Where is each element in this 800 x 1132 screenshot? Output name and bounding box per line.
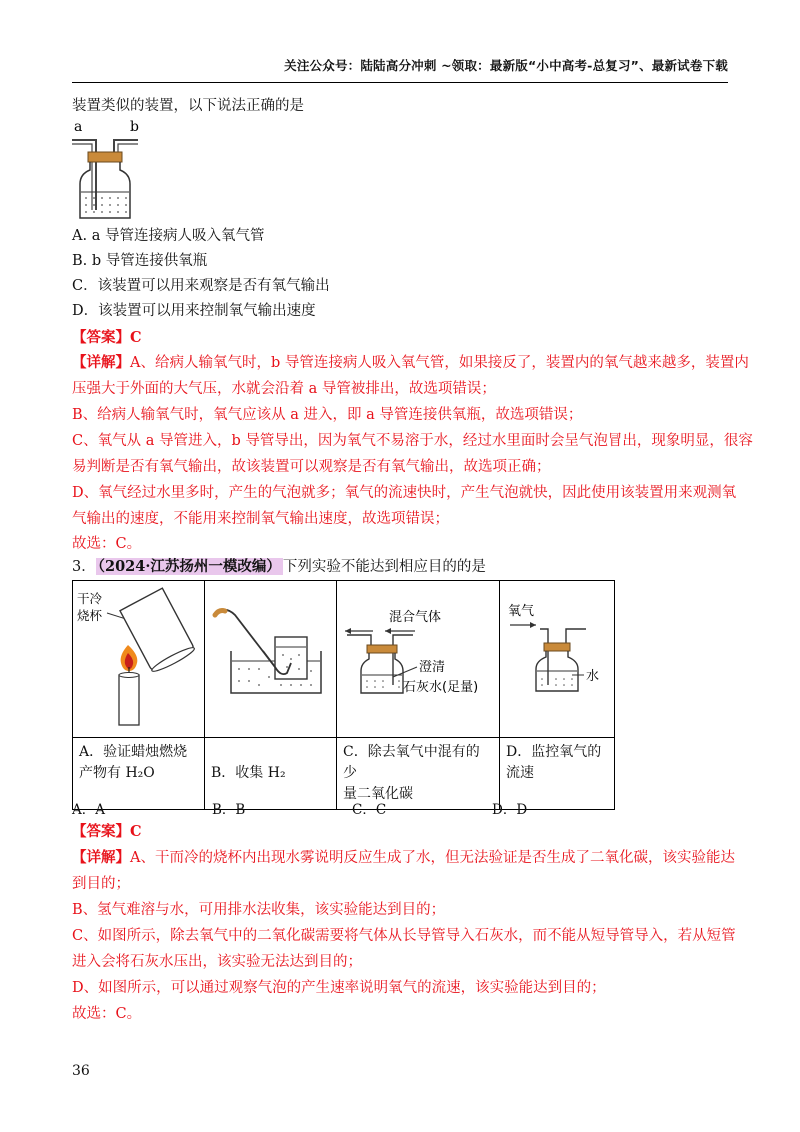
q2-answer-tag: 【答案】 xyxy=(72,329,130,346)
caption-b-line-1: B．收集 H₂ xyxy=(211,765,286,781)
q2-detail-line-5: 易判断是否有氧气输出，故该装置可以观察是否有氧气输出，故选项正确； xyxy=(72,459,551,475)
mixed-gas-label: 混合气体 xyxy=(389,610,442,625)
q3-detail-line-4: C、如图所示，除去氧气中的二氧化碳需要将气体从长导管导入石灰水，而不能从短导管导入，若从短管 xyxy=(72,928,736,944)
q3-detail-line-5: 进入会将石灰水压出，该实验无法达到目的； xyxy=(72,954,362,970)
q3-choice-d: D．D xyxy=(492,802,528,818)
caption-a-line-1: A．验证蜡烛燃烧 xyxy=(79,744,188,760)
q2-detail-line-4: C、氧气从 a 导管进入，b 导管导出，因为氧气不易溶于水，经过水里面时会呈气泡冒出，现象明显，很容 xyxy=(72,433,753,449)
q3-detail-line-7: 故选：C。 xyxy=(72,1006,142,1022)
figure-cell-a xyxy=(73,581,205,738)
q2-detail-line-6: D、氧气经过水里多时，产生的气泡就多；氧气的流速快时，产生气泡就快，因此使用该装置用来观测氧 xyxy=(72,485,737,501)
q3-answer-value: C xyxy=(130,823,142,840)
q3-detail-text-1: A、干而冷的烧杯内出现水雾说明反应生成了水，但无法验证是否生成了二氧化碳，该实验能达 xyxy=(130,850,735,866)
gas-washing-bottle-figure xyxy=(72,118,152,224)
q3-number: 3． xyxy=(72,559,96,575)
q3-stem: 下列实验不能达到相应目的的是 xyxy=(282,559,486,575)
cold-beaker-label-2: 烧杯 xyxy=(77,608,103,623)
q2-answer-value: C xyxy=(130,329,142,346)
experiment-table xyxy=(72,580,615,810)
caption-d-line-2: 流速 xyxy=(506,765,534,781)
water-label: 水 xyxy=(586,669,600,684)
candle-cold-beaker-figure xyxy=(73,581,204,733)
q2-option-b: B. b 导管连接供氧瓶 xyxy=(72,253,208,269)
q2-option-c: C．该装置可以用来观察是否有氧气输出 xyxy=(72,278,330,294)
header-rule xyxy=(72,82,728,83)
q2-detail-line-2: 压强大于外面的大气压，水就会沿着 a 导管被排出，故选项错误； xyxy=(72,381,496,397)
q2-option-d: D．该装置可以用来控制氧气输出速度 xyxy=(72,303,316,319)
caption-c-line-1: C．除去氧气中混有的少 xyxy=(343,744,480,781)
tube-a-label: a xyxy=(74,119,83,135)
experiment-figure-row xyxy=(73,581,615,738)
q3-detail-line-3: B、氢气难溶与水，可用排水法收集，该实验能达到目的； xyxy=(72,902,446,918)
caption-d-line-1: D．监控氧气的 xyxy=(506,744,602,760)
caption-c-line-2: 量二氧化碳 xyxy=(343,786,413,802)
oxygen-label: 氧气 xyxy=(508,604,535,619)
page-header: 关注公众号：陆陆高分冲刺 ~领取：最新版“小中高考-总复习”、最新试卷下载 xyxy=(284,58,728,73)
q3-detail-line-2: 到目的； xyxy=(72,876,130,892)
q2-detail-tag: 【详解】 xyxy=(72,354,130,371)
collect-hydrogen-figure xyxy=(205,581,336,733)
q3-detail-tag: 【详解】 xyxy=(72,849,130,866)
cold-beaker-label-1: 干冷 xyxy=(77,591,103,606)
q3-source-badge: （2024·江苏扬州一模改编） xyxy=(97,558,281,575)
q2-detail-line-7: 气输出的速度，不能用来控制氧气输出速度，故选项错误； xyxy=(72,511,449,527)
limewater-label-1: 澄清 xyxy=(419,660,446,675)
experiment-caption-row xyxy=(73,738,615,810)
q2-detail-line-1 xyxy=(72,353,749,373)
q3-detail-line-6: D、如图所示，可以通过观察气泡的产生速率说明氧气的流速，该实验能达到目的； xyxy=(72,980,606,996)
q2-detail-line-8: 故选：C。 xyxy=(72,536,142,552)
oxygen-flow-bottle-figure xyxy=(500,581,614,733)
q2-stem: 装置类似的装置，以下说法正确的是 xyxy=(72,98,304,114)
q2-detail-line-3: B、给病人输氧气时，氧气应该从 a 进入，即 a 导管连接供氧瓶，故选项错误； xyxy=(72,407,583,423)
page-number: 36 xyxy=(72,1063,90,1079)
figure-cell-c xyxy=(337,581,500,738)
q2-answer xyxy=(72,328,142,348)
q3-detail-line-1 xyxy=(72,848,735,868)
q2-detail-text-1: A、给病人输氧气时，b 导管连接病人吸入氧气管，如果接反了，装置内的氧气越来越多，装置内 xyxy=(130,355,749,371)
q2-option-a: A. a 导管连接病人吸入氧气管 xyxy=(72,228,265,244)
q3-answer xyxy=(72,822,142,842)
figure-cell-d xyxy=(500,581,615,738)
limewater-bottle-figure xyxy=(337,581,499,733)
figure-cell-b xyxy=(205,581,337,738)
limewater-label-2: 石灰水(足量) xyxy=(403,680,479,695)
tube-b-label: b xyxy=(130,119,139,135)
q3-choice-c: C．C xyxy=(352,802,387,818)
q3-choice-a: A．A xyxy=(72,802,105,818)
q3-stem-line xyxy=(72,557,486,577)
q3-choice-b: B．B xyxy=(212,802,246,818)
caption-a-line-2: 产物有 H₂O xyxy=(79,765,155,781)
q3-answer-tag: 【答案】 xyxy=(72,823,130,840)
